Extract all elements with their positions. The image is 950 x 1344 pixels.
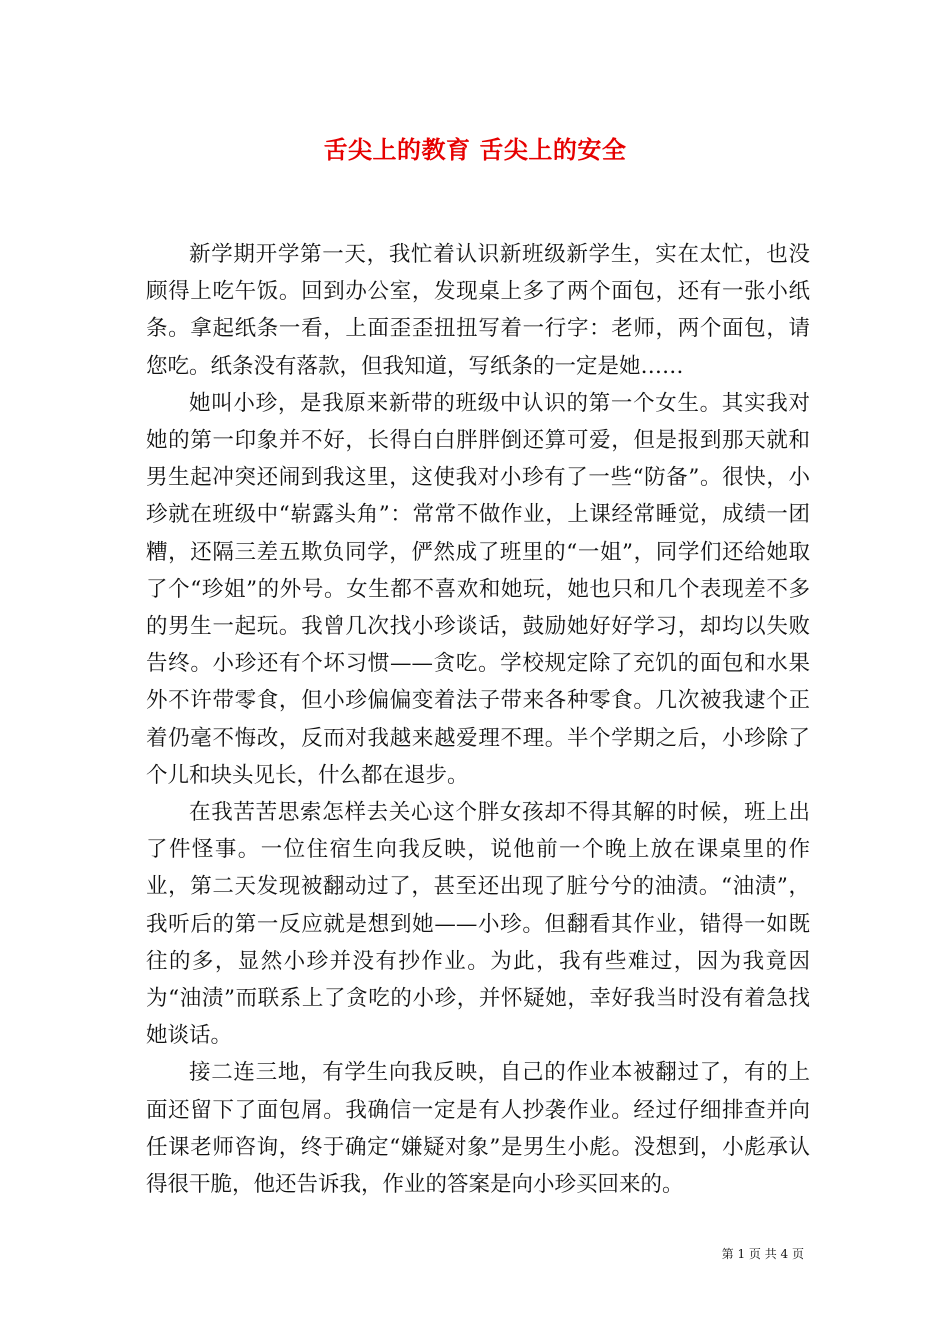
- paragraph-3: 在我苦苦思索怎样去关心这个胖女孩却不得其解的时候，班上出了件怪事。一位住宿生向我反映，说他前一个晚上放在课桌里的作业，第二天发现被翻动过了，甚至还出现了脏兮兮的油渍。“油渍”，我听后的第一反应就是想到她——小珍。但翻看其作业，错得一如既往的多，显然小珍并没有抄作业。为此，我有些难过，因为我竟因为“油渍”而联系上了贪吃的小珍，并怀疑她，幸好我当时没有着急找她谈话。: [146, 800, 810, 1049]
- paragraph-4: 接二连三地，有学生向我反映，自己的作业本被翻过了，有的上面还留下了面包屑。我确信一定是有人抄袭作业。经过仔细排查并向任课老师咨询，终于确定“嫌疑对象”是男生小彪。没想到，小彪承认得很干脆，他还告诉我，作业的答案是向小珍买回来的。: [146, 1060, 810, 1198]
- page-number: 第 1 页 共 4 页: [721, 1247, 804, 1261]
- document-title: 舌尖上的教育 舌尖上的安全: [323, 135, 627, 164]
- paragraph-1: 新学期开学第一天，我忙着认识新班级新学生，实在太忙，也没顾得上吃午饭。回到办公室，发现桌上多了两个面包，还有一张小纸条。拿起纸条一看，上面歪歪扭扭写着一行字：老师，两个面包，请您吃。纸条没有落款，但我知道，写纸条的一定是她……: [146, 242, 810, 379]
- paragraph-2: 她叫小珍，是我原来新带的班级中认识的第一个女生。其实我对她的第一印象并不好，长得白白胖胖倒还算可爱，但是报到那天就和男生起冲突还闹到我这里，这使我对小珍有了一些“防备”。很快，小珍就在班级中“崭露头角”：常常不做作业，上课经常睡觉，成绩一团糟，还隔三差五欺负同学，俨然成了班里的“一姐”，同学们还给她取了个“珍姐”的外号。女生都不喜欢和她玩，她也只和几个表现差不多的男生一起玩。我曾几次找小珍谈话，鼓励她好好学习，却均以失败告终。小珍还有个坏习惯——贪吃。学校规定除了充饥的面包和水果外不许带零食，但小珍偏偏变着法子带来各种零食。几次被我逮个正着仍毫不悔改，反而对我越来越爱理不理。半个学期之后，小珍除了个儿和块头见长，什么都在退步。: [146, 390, 810, 788]
- document-body: [146, 236, 810, 1203]
